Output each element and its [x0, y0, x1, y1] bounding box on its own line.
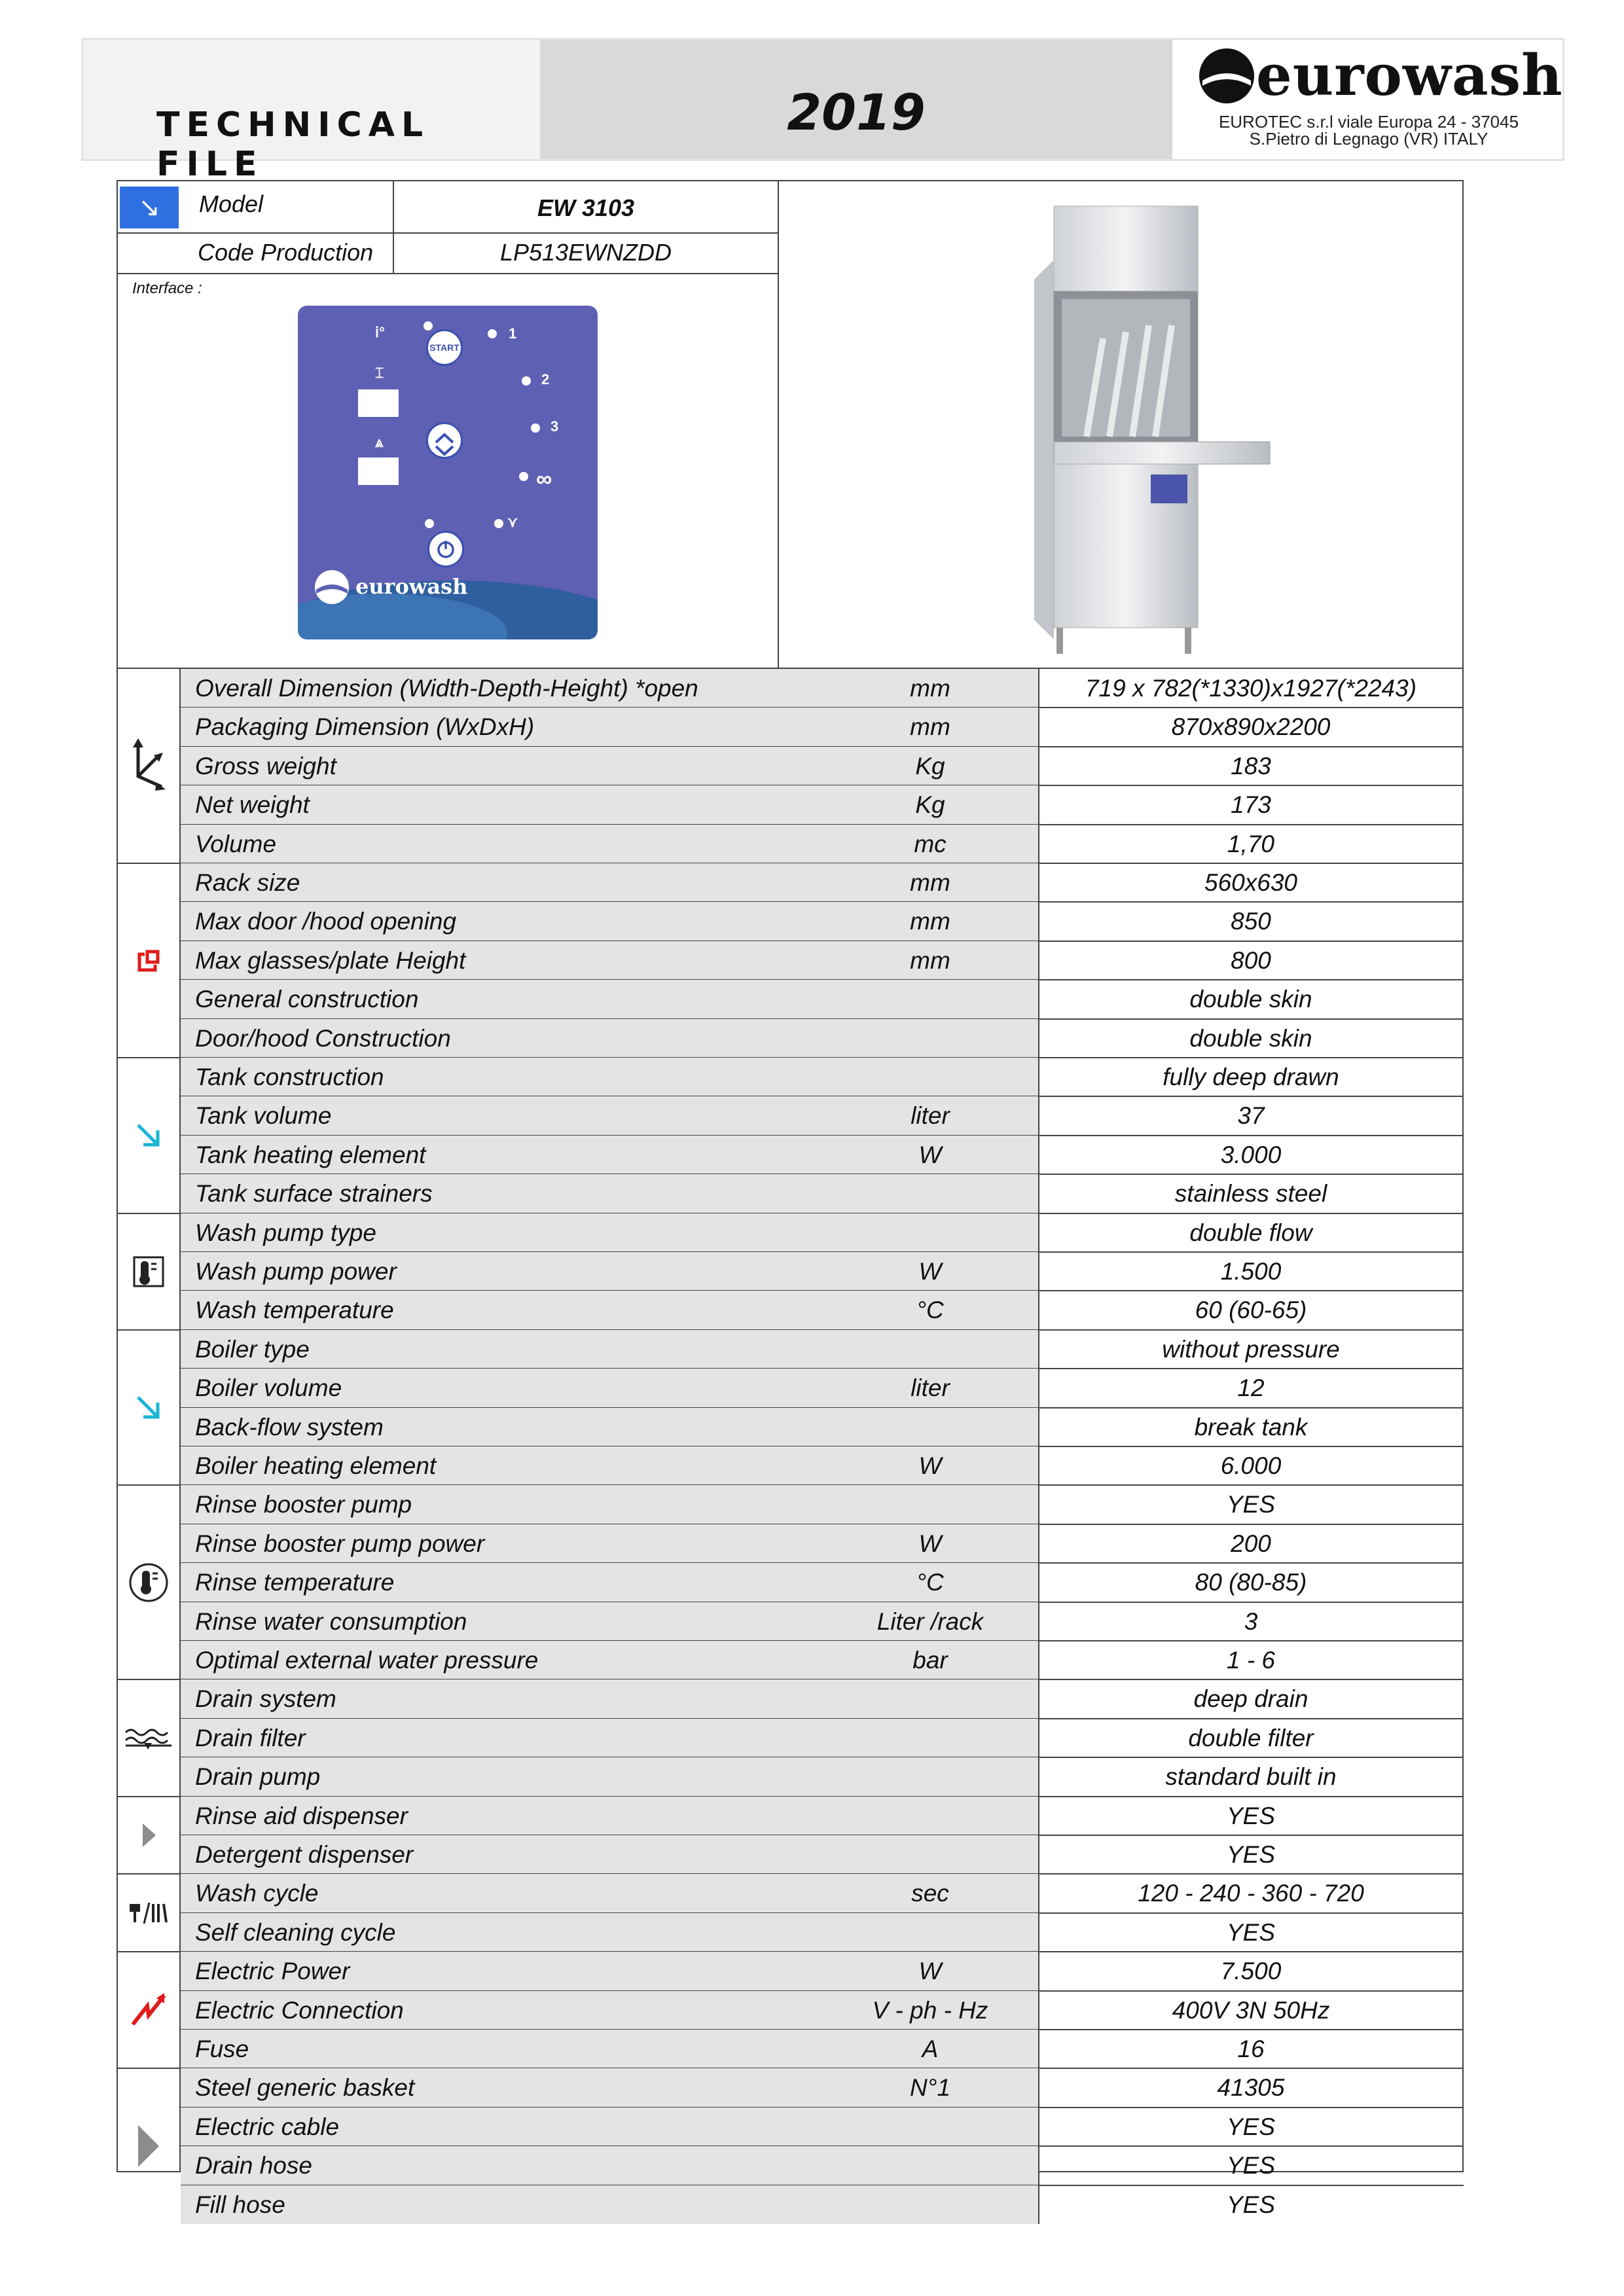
spec-label: Volume — [195, 830, 277, 857]
spec-row — [181, 1485, 1464, 1524]
wash-thermometer-icon — [118, 1213, 179, 1330]
gray-triangle-icon — [118, 1797, 179, 1874]
spec-value: 12 — [1237, 1374, 1265, 1402]
spec-row — [181, 708, 1464, 746]
dishwasher-product-image — [988, 201, 1276, 659]
spec-label: Max glasses/plate Height — [195, 946, 466, 974]
spec-unit: mm — [910, 675, 950, 702]
spec-value: double skin — [1189, 986, 1312, 1013]
spec-label: Tank volume — [195, 1102, 332, 1130]
spec-row — [181, 1602, 1464, 1641]
spec-unit: W — [918, 1452, 942, 1479]
spec-row — [181, 1252, 1464, 1291]
address-line-2: S.Pietro di Legnago (VR) ITALY — [1249, 129, 1489, 149]
spec-row — [181, 980, 1464, 1018]
spec-label: Wash temperature — [195, 1297, 394, 1324]
spec-label: Wash cycle — [195, 1880, 319, 1907]
power-icon — [435, 538, 457, 560]
spec-row — [181, 1369, 1464, 1407]
cycle-1-label: 1 — [509, 325, 517, 342]
select-button — [426, 422, 463, 459]
spec-label: Boiler heating element — [195, 1452, 437, 1479]
spec-label: Electric cable — [195, 2113, 340, 2140]
spec-value: 37 — [1237, 1102, 1265, 1130]
spec-label: Tank heating element — [195, 1141, 426, 1168]
spec-value: 1.500 — [1220, 1258, 1282, 1285]
spec-unit: Liter /rack — [876, 1607, 984, 1635]
start-label: START — [429, 342, 460, 353]
rinse-symbol-icon: ⌶ — [375, 365, 384, 381]
spec-value: YES — [1226, 1802, 1276, 1829]
spec-value: 183 — [1231, 752, 1271, 780]
spec-unit: Kg — [915, 752, 945, 780]
code-production-label: Code Production — [198, 239, 374, 266]
spec-label: Rinse booster pump — [195, 1491, 412, 1518]
label-background — [181, 2185, 1038, 2224]
spec-row — [181, 1913, 1464, 1952]
spec-label: Optimal external water pressure — [195, 1647, 539, 1674]
spec-unit: °C — [916, 1569, 944, 1596]
spec-row — [181, 1136, 1464, 1174]
spec-value: 870x890x2200 — [1171, 713, 1331, 741]
spec-label: Tank construction — [195, 1064, 384, 1090]
spec-value: double skin — [1189, 1024, 1312, 1052]
spec-value: 3.000 — [1220, 1141, 1282, 1168]
spec-label: Back-flow system — [195, 1413, 384, 1441]
spec-label: Packaging Dimension (WxDxH) — [195, 713, 535, 741]
spec-label: Rinse water consumption — [195, 1607, 467, 1635]
spec-value: 41305 — [1217, 2074, 1285, 2102]
spec-label: Net weight — [195, 791, 310, 819]
spec-row — [181, 1096, 1464, 1135]
spec-unit: °C — [916, 1297, 944, 1324]
spec-unit: N°1 — [909, 2074, 951, 2102]
spec-value: standard built in — [1165, 1763, 1337, 1791]
panel-logo-icon — [312, 567, 352, 607]
spec-label: Gross weight — [195, 752, 336, 780]
spec-label: Rinse booster pump power — [195, 1530, 485, 1557]
spec-row — [181, 1835, 1464, 1874]
spec-unit: mm — [910, 908, 950, 935]
spec-value: 719 x 782(*1330)x1927(*2243) — [1085, 675, 1417, 702]
spec-row — [181, 1563, 1464, 1602]
spec-row — [181, 1019, 1464, 1058]
spec-label: Steel generic basket — [195, 2074, 415, 2102]
spec-value: 173 — [1231, 791, 1271, 819]
rinse-thermometer-icon — [118, 1485, 179, 1679]
document-year: 2019 — [787, 83, 926, 141]
spec-label: Electric Power — [195, 1958, 350, 1985]
spec-value: 850 — [1231, 908, 1271, 935]
spec-row — [181, 1408, 1464, 1446]
spec-value: double flow — [1189, 1219, 1312, 1246]
spec-row — [181, 1952, 1464, 1990]
company-logo-block — [1172, 40, 1562, 159]
spec-label: Boiler type — [195, 1335, 310, 1363]
spec-unit: mc — [914, 830, 947, 857]
spec-row — [181, 2108, 1464, 2146]
model-box — [117, 180, 1464, 669]
address-line-1: EUROTEC s.r.l viale Europa 24 - 37045 — [1218, 112, 1519, 132]
spec-value: YES — [1226, 2152, 1276, 2179]
model-value: EW 3103 — [537, 194, 635, 221]
spec-row — [181, 2185, 1464, 2224]
spec-label: Fuse — [195, 2036, 249, 2062]
spec-value: stainless steel — [1174, 1180, 1327, 1208]
spec-label: Drain pump — [195, 1763, 321, 1791]
drain-icon — [118, 1679, 179, 1796]
spec-label: Boiler volume — [195, 1374, 342, 1402]
label-background — [181, 1719, 1038, 1757]
spec-value: 1 - 6 — [1226, 1647, 1276, 1674]
spec-label: General construction — [195, 986, 419, 1013]
spec-unit: bar — [912, 1647, 948, 1674]
spec-row — [181, 902, 1464, 941]
spec-row — [181, 1797, 1464, 1835]
spec-row — [181, 1874, 1464, 1912]
spec-value: 120 - 240 - 360 - 720 — [1138, 1880, 1364, 1907]
spec-label: Drain filter — [195, 1724, 306, 1751]
cycle-3-label: 3 — [550, 418, 559, 435]
spec-row — [181, 2030, 1464, 2068]
boiler-arrow-icon — [118, 1330, 179, 1486]
spec-label: Door/hood Construction — [195, 1024, 451, 1052]
spec-value: YES — [1226, 1491, 1276, 1518]
spec-unit: W — [918, 1141, 942, 1168]
spec-unit: liter — [911, 1374, 950, 1402]
spec-value: double filter — [1188, 1724, 1314, 1751]
spec-row — [181, 1446, 1464, 1485]
cycle-2-label: 2 — [541, 371, 550, 387]
company-address — [1192, 113, 1545, 147]
spec-unit: V - ph - Hz — [872, 1996, 988, 2024]
document-header — [81, 38, 1564, 184]
red-square-icon — [118, 863, 179, 1058]
spec-unit: A — [922, 2036, 939, 2062]
spec-value: 200 — [1231, 1530, 1271, 1557]
eurowash-logo-icon — [1197, 46, 1256, 105]
spec-row — [181, 1174, 1464, 1213]
drain-symbol-icon: ⋎ — [507, 514, 518, 530]
spec-row — [181, 1641, 1464, 1679]
title-block — [83, 40, 541, 184]
spec-value: 16 — [1237, 2036, 1265, 2062]
start-button — [426, 329, 463, 366]
logo-wordmark: eurowash — [1256, 43, 1563, 109]
spec-value: YES — [1226, 1918, 1276, 1946]
spec-label: Electric Connection — [195, 1996, 404, 2024]
spec-unit: mm — [910, 869, 950, 896]
interface-label: Interface : — [132, 279, 202, 297]
spec-value: 7.500 — [1220, 1958, 1282, 1985]
spec-row — [181, 747, 1464, 785]
spec-value: 1,70 — [1227, 830, 1274, 857]
spec-row — [181, 1213, 1464, 1252]
power-button — [427, 531, 464, 567]
spec-value: 560x630 — [1204, 869, 1297, 896]
spec-row — [181, 785, 1464, 824]
spec-value: break tank — [1194, 1413, 1308, 1441]
spec-value: deep drain — [1193, 1685, 1308, 1713]
specification-table — [117, 669, 1464, 2218]
spray-symbol-icon: ⩓ — [375, 434, 384, 450]
spec-row — [181, 1291, 1464, 1329]
spec-row — [181, 1719, 1464, 1757]
control-panel-image — [298, 306, 598, 639]
spec-unit: sec — [911, 1880, 949, 1907]
spec-label: Wash pump type — [195, 1219, 376, 1246]
spec-value: 3 — [1244, 1607, 1258, 1635]
spec-unit: mm — [910, 946, 950, 974]
arrow-down-right-icon: ↘ — [120, 187, 179, 228]
spec-label: Rinse temperature — [195, 1569, 395, 1596]
spec-unit: Kg — [915, 791, 945, 819]
large-triangle-icon — [118, 2068, 179, 2224]
spec-unit: liter — [911, 1102, 950, 1130]
document-title: TECHNICAL FILE — [156, 105, 430, 184]
spec-row — [181, 1679, 1464, 1718]
spec-value: fully deep drawn — [1163, 1064, 1339, 1090]
spec-label: Wash pump power — [195, 1258, 397, 1285]
spec-unit: W — [918, 1958, 942, 1985]
spec-label: Tank surface strainers — [195, 1180, 433, 1208]
spec-row — [181, 1524, 1464, 1563]
spec-row — [181, 1757, 1464, 1796]
spec-value: 6.000 — [1220, 1452, 1282, 1479]
spec-row — [181, 669, 1464, 708]
spec-label: Drain system — [195, 1685, 336, 1713]
model-label: Model — [199, 190, 264, 217]
spec-row — [181, 1058, 1464, 1096]
spec-label: Drain hose — [195, 2152, 312, 2179]
spec-value: YES — [1226, 2191, 1276, 2218]
tap-symbol-icon: ⅰ° — [375, 324, 385, 340]
spec-value: 400V 3N 50Hz — [1172, 1996, 1330, 2024]
spec-row — [181, 2146, 1464, 2185]
dimension-axes-icon — [118, 669, 179, 863]
code-production-value: LP513EWNZDD — [499, 239, 672, 266]
spec-label: Fill hose — [195, 2191, 285, 2218]
spec-value: YES — [1226, 1841, 1276, 1868]
spec-value: YES — [1226, 2113, 1276, 2140]
spec-row — [181, 2068, 1464, 2107]
spec-value: 800 — [1231, 946, 1271, 974]
spec-row — [181, 1330, 1464, 1369]
spec-label: Self cleaning cycle — [195, 1918, 396, 1946]
spec-label: Rack size — [195, 869, 300, 896]
spec-row — [181, 1991, 1464, 2030]
spec-label: Detergent dispenser — [195, 1841, 414, 1868]
spec-label: Rinse aid dispenser — [195, 1802, 408, 1829]
lightning-icon — [118, 1952, 179, 2068]
panel-brand: eurowash — [355, 574, 468, 599]
year-block — [540, 40, 1172, 159]
spec-value: without pressure — [1162, 1335, 1340, 1363]
spec-label: Max door /hood opening — [195, 908, 457, 935]
spec-row — [181, 863, 1464, 902]
spec-label: Overall Dimension (Width-Depth-Height) *open — [195, 675, 698, 702]
spec-row — [181, 825, 1464, 863]
spec-value: 60 (60-65) — [1195, 1297, 1307, 1324]
spec-unit: W — [918, 1258, 942, 1285]
spec-row — [181, 941, 1464, 980]
spec-value: 80 (80-85) — [1195, 1569, 1307, 1596]
wash-cycle-icon — [118, 1874, 179, 1952]
wash-temp-display — [358, 389, 399, 417]
tank-arrow-icon — [118, 1058, 179, 1213]
spec-unit: mm — [910, 713, 950, 741]
spec-unit: W — [918, 1530, 942, 1557]
rinse-temp-display — [358, 457, 399, 485]
infinite-cycle-label: ∞ — [536, 467, 552, 492]
